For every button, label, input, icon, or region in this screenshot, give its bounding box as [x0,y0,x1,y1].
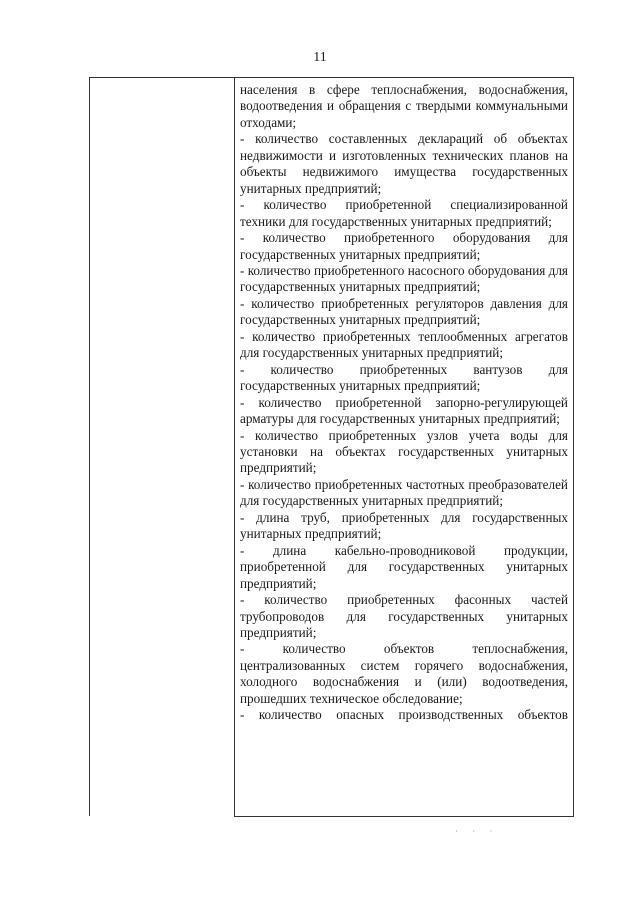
list-item: - количество приобретенных частотных преобразователей для государственных унитарных предприятий; [240,476,568,509]
list-item: - количество опасных производственных объектов [240,707,568,723]
list-item: - количество приобретенной запорно-регулирующей арматуры для государственных унитарных предприятий; [240,394,568,427]
list-item: - количество приобретенной специализированной техники для государственных унитарных предприятий; [240,197,568,229]
list-item: - количество приобретенных вантузов для государственных унитарных предприятий; [240,361,568,394]
document-table [89,77,574,816]
table-right-cell [235,78,573,816]
list-item: - количество приобретенных теплообменных агрегатов для государственных унитарных предприятий; [240,328,568,361]
list-item: - количество составленных деклараций об объектах недвижимости и изготовленных технических планов на объекты недвижимого имущества государственных унитарных предприятий; [240,131,568,196]
page-number: 11 [313,50,327,65]
list-item: - длина труб, приобретенных для государственных унитарных предприятий; [240,509,568,542]
list-item: - количество приобретенного оборудования для государственных унитарных предприятий; [240,230,568,262]
list-item: - количество объектов теплоснабжения, централизованных систем горячего водоснабжения, холодного водоснабжения и (или) водоотведения, прошедших техническое обследование; [240,641,568,706]
table-left-cell [90,78,235,816]
list-item: населения в сфере теплоснабжения, водоснабжения, водоотведения и обращения с твердыми коммунальными отходами; [240,82,568,130]
list-item: - количество приобретенных фасонных частей трубопроводов для государственных унитарных предприятий; [240,592,568,640]
list-item: - количество приобретенного насосного оборудования для государственных унитарных предприятий; [240,262,568,295]
table-bottom-border [234,816,574,817]
list-item: - количество приобретенных регуляторов давления для государственных унитарных предприятий; [240,295,568,328]
list-item: - количество приобретенных узлов учета воды для установки на объектах государственных унитарных предприятий; [240,427,568,476]
list-item: - длина кабельно-проводниковой продукции, приобретенной для государственных унитарных предприятий; [240,542,568,591]
scan-artifact: · · · [455,826,499,836]
